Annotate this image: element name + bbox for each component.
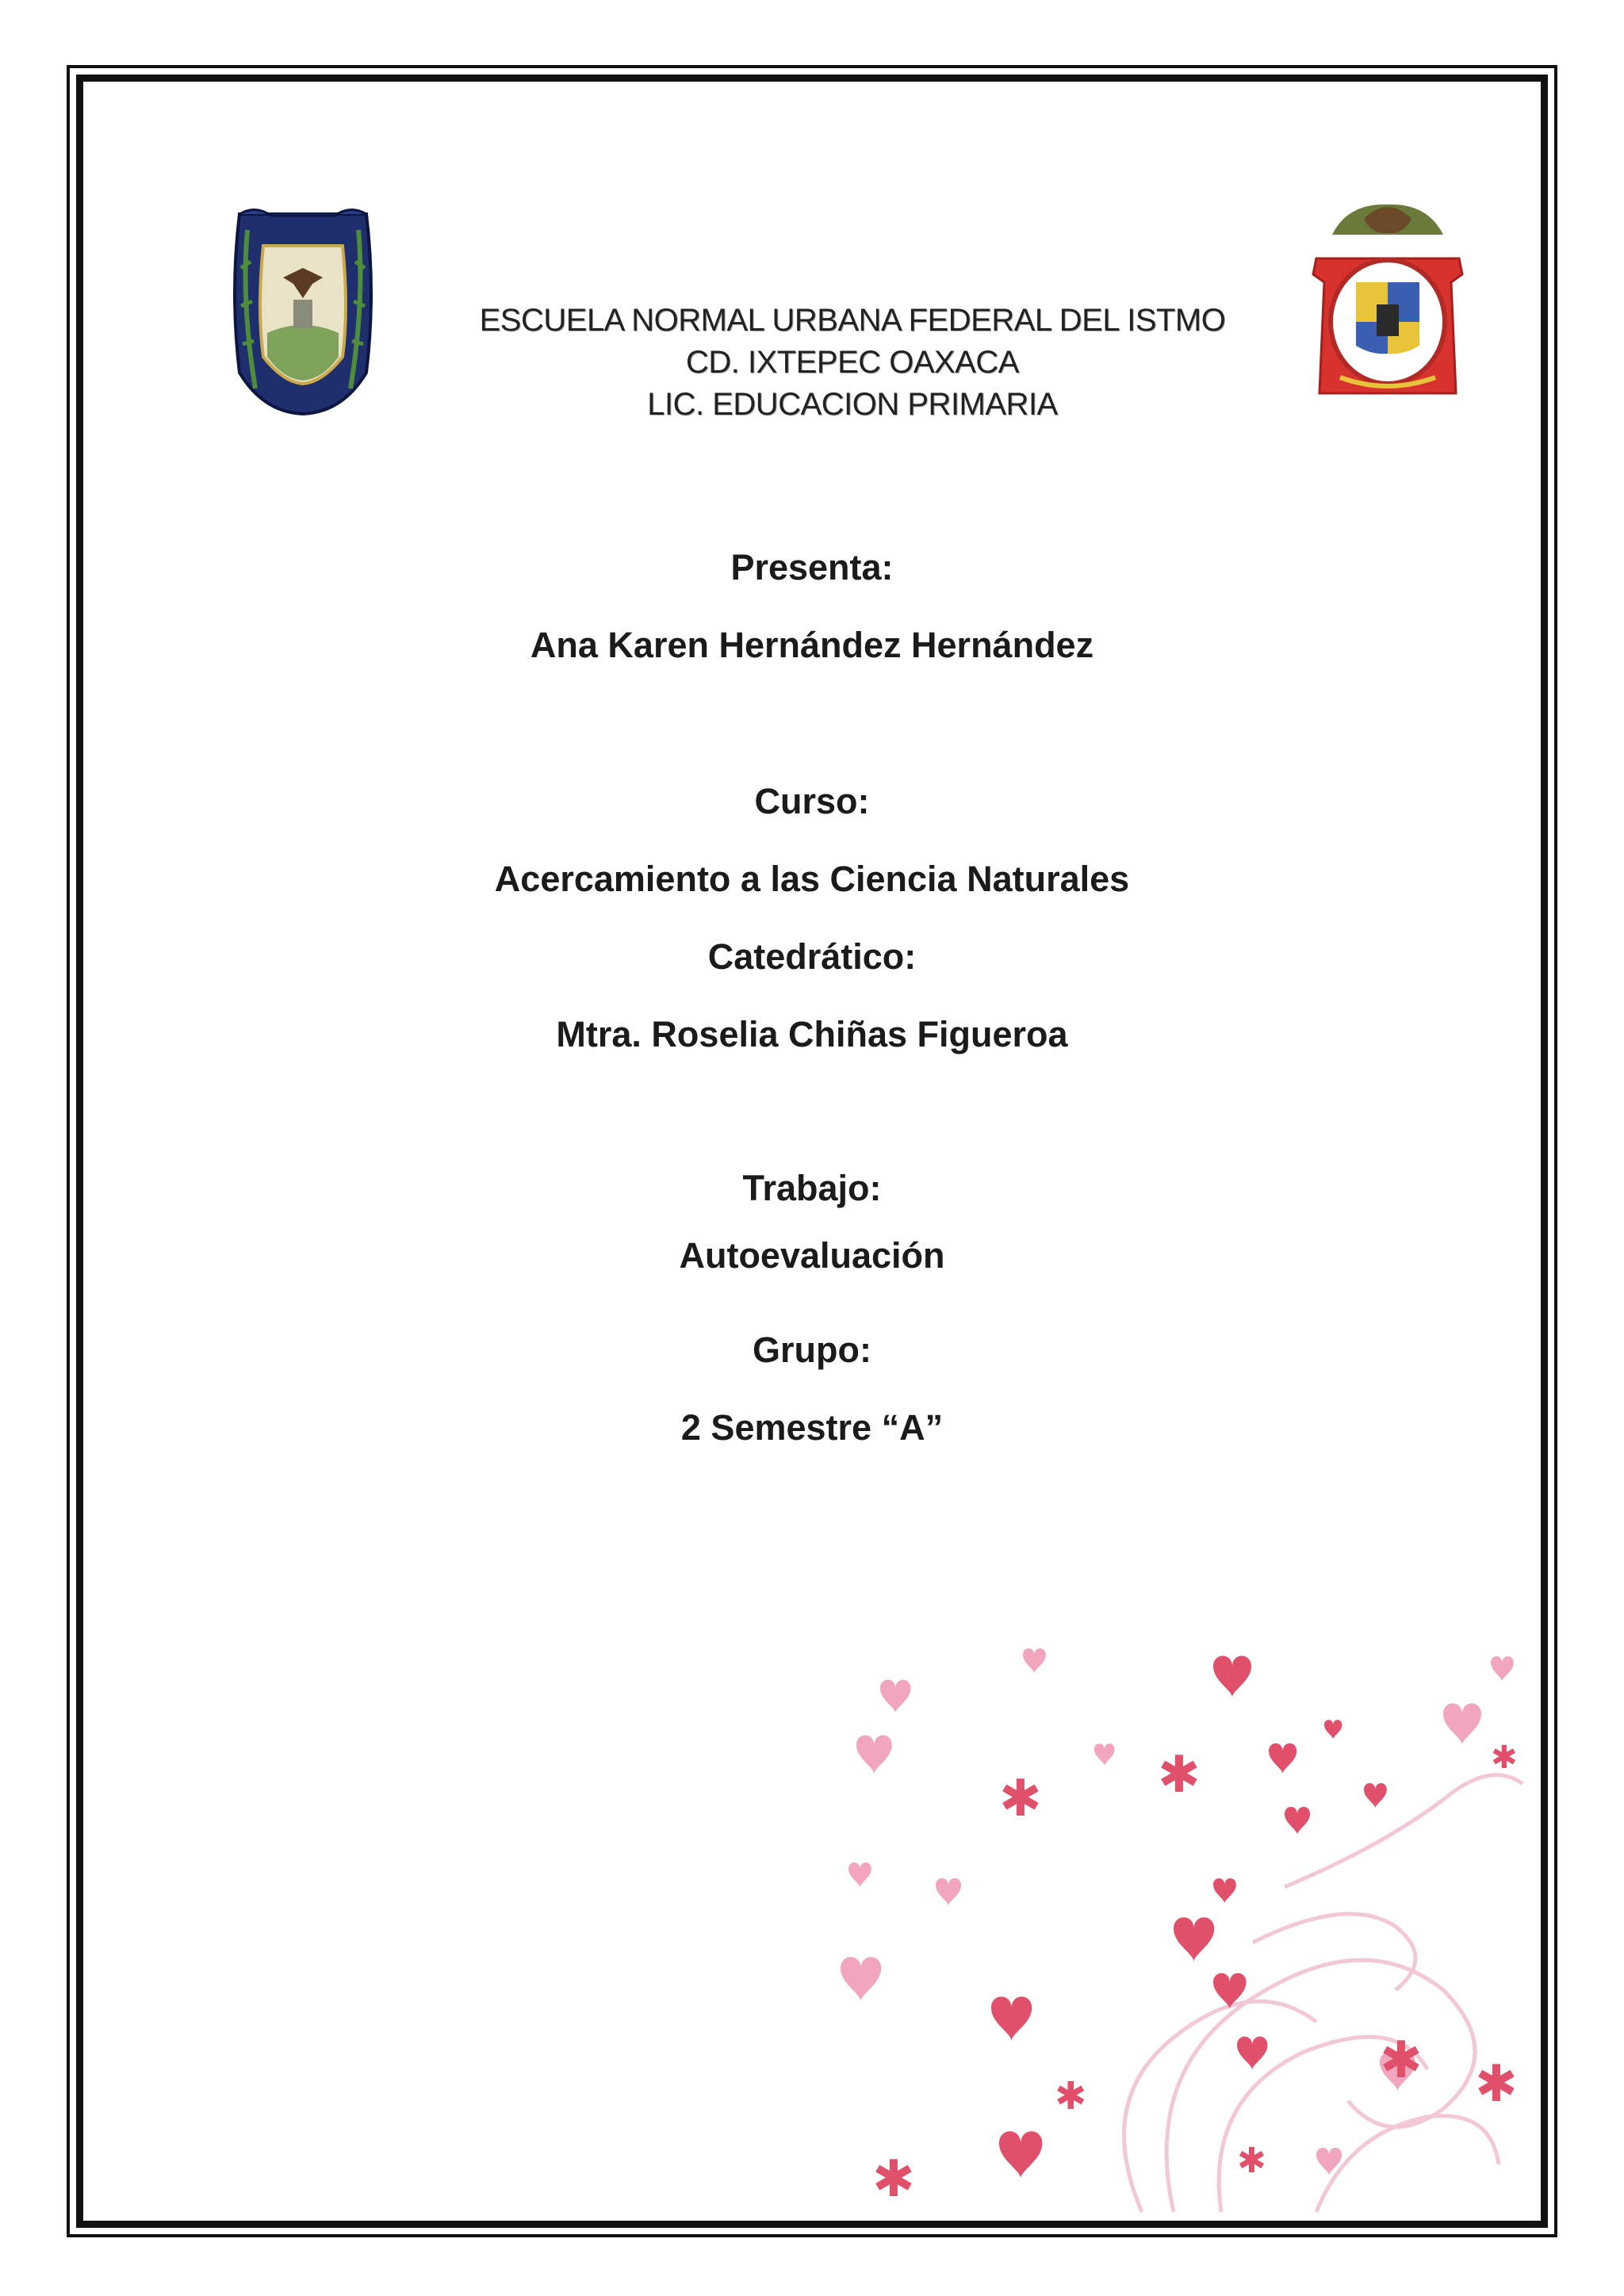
- presenta-value: Ana Karen Hernández Hernández: [530, 625, 1094, 665]
- svg-text:✱: ✱: [1237, 2141, 1266, 2181]
- svg-text:✱: ✱: [872, 2150, 915, 2209]
- school-name: ESCUELA NORMAL URBANA FEDERAL DEL ISTMO: [479, 303, 1226, 338]
- grupo-value: 2 Semestre “A”: [680, 1407, 944, 1448]
- institution-header: [349, 300, 1356, 426]
- curso-label: Curso:: [754, 781, 870, 821]
- grupo-label: Grupo:: [753, 1330, 871, 1370]
- catedratico-label: Catedrático:: [707, 936, 917, 977]
- svg-text:✱: ✱: [1055, 2074, 1087, 2118]
- trabajo-label: Trabajo:: [742, 1168, 882, 1208]
- hearts-swirl-ornament: [841, 1625, 1538, 2228]
- program-name: LIC. EDUCACION PRIMARIA: [647, 387, 1058, 422]
- trabajo-value: Autoevaluación: [679, 1235, 945, 1276]
- svg-text:✱: ✱: [1491, 1739, 1518, 1776]
- catedratico-value: Mtra. Roselia Chiñas Figueroa: [556, 1014, 1068, 1054]
- svg-text:✱: ✱: [1475, 2055, 1518, 2114]
- svg-text:✱: ✱: [1380, 2031, 1423, 2090]
- curso-value: Acercamiento a las Ciencia Naturales: [494, 859, 1130, 899]
- svg-text:✱: ✱: [999, 1770, 1042, 1828]
- svg-text:✱: ✱: [1158, 1746, 1201, 1804]
- presenta-label: Presenta:: [730, 547, 894, 587]
- city-name: CD. IXTEPEC OAXACA: [686, 345, 1019, 380]
